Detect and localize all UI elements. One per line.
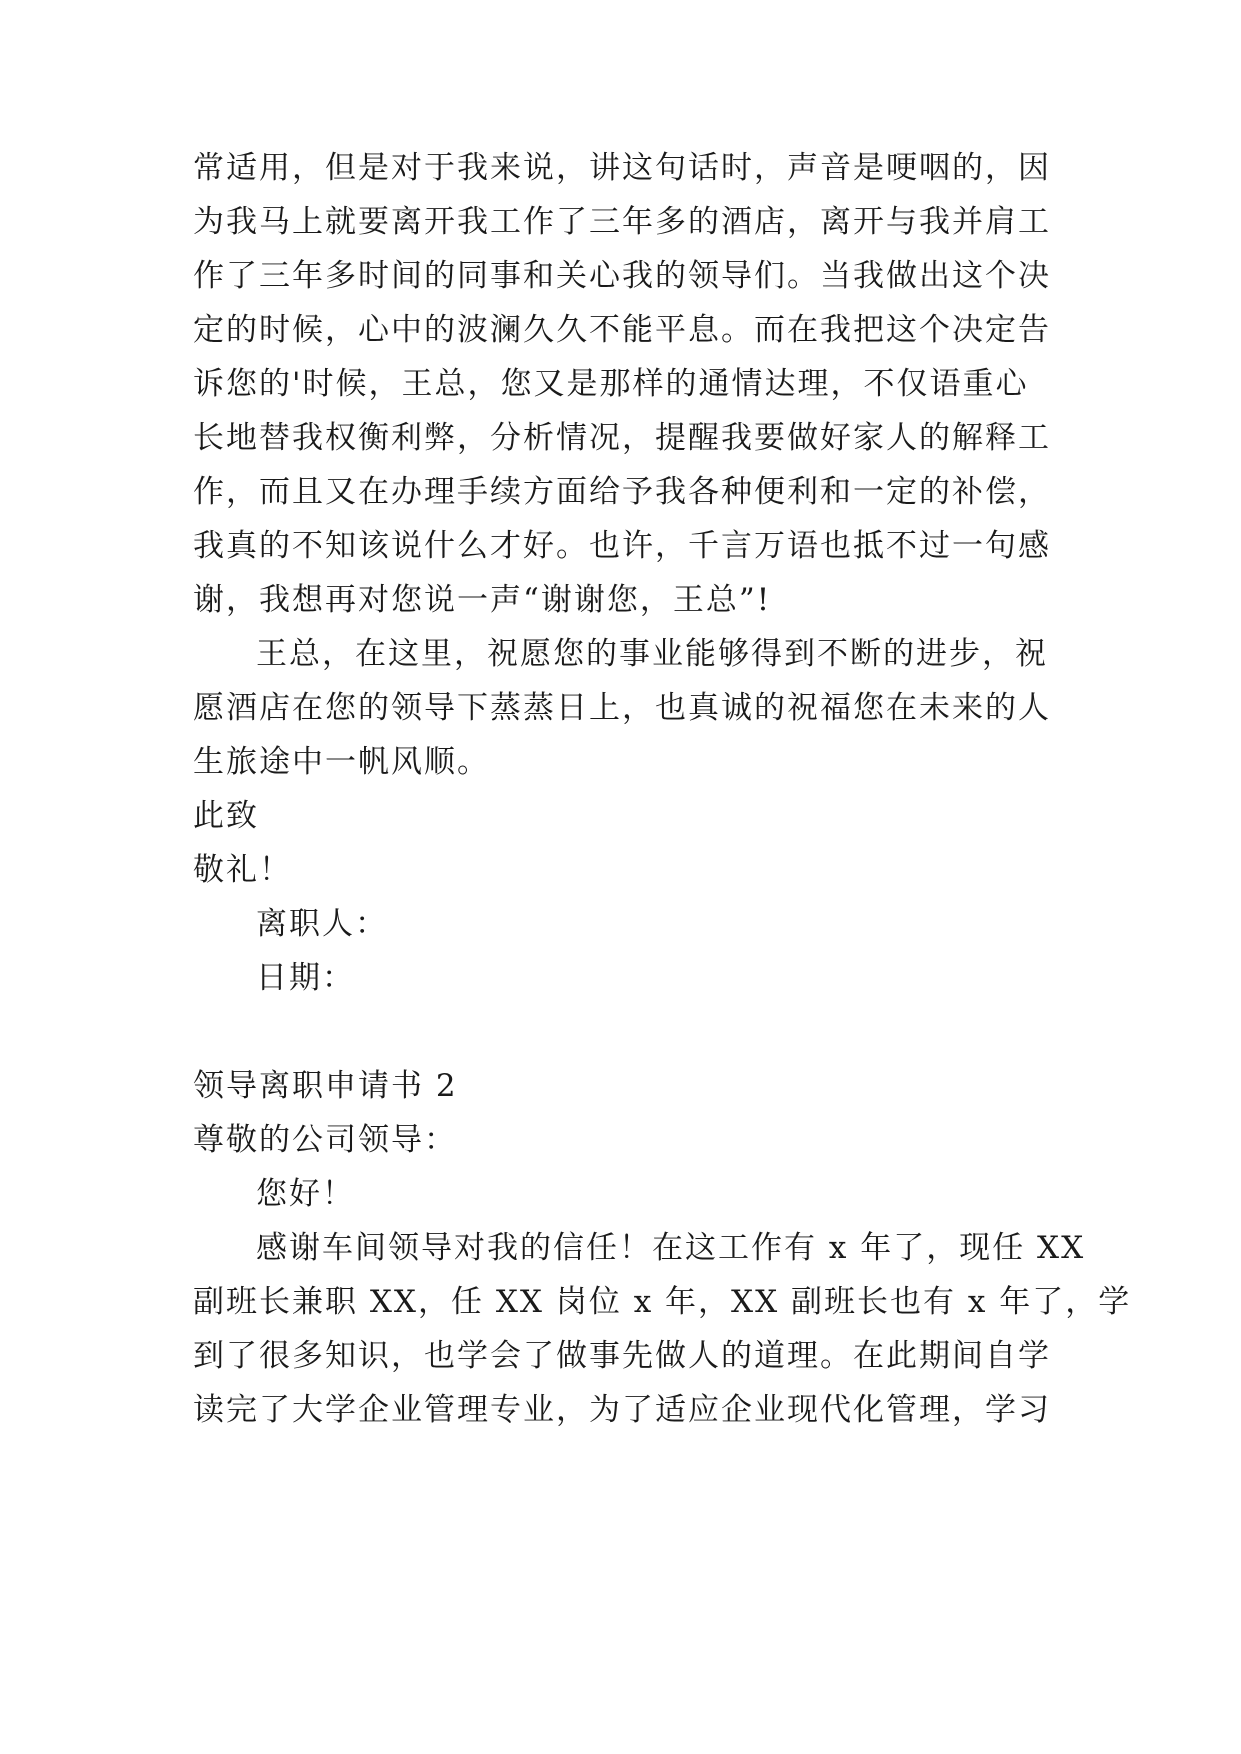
letter-title: 领导离职申请书 2 (193, 1068, 458, 1104)
body-line: 到了很多知识，也学会了做事先做人的道理。在此期间自学 (193, 1338, 1051, 1374)
greeting: 您好！ (256, 1176, 355, 1212)
signer-label: 离职人： (256, 906, 388, 942)
body-line: 作，而且又在办理手续方面给予我各种便利和一定的补偿， (193, 474, 1051, 510)
body-line: 王总，在这里，祝愿您的事业能够得到不断的进步，祝 (256, 636, 1048, 672)
body-line: 谢，我想再对您说一声“谢谢您，王总”! (193, 582, 772, 618)
body-line: 定的时候，心中的波澜久久不能平息。而在我把这个决定告 (193, 312, 1051, 348)
body-line: 感谢车间领导对我的信任！在这工作有 x 年了，现任 XX (256, 1230, 1086, 1266)
body-line: 为我马上就要离开我工作了三年多的酒店，离开与我并肩工 (193, 204, 1051, 240)
body-line: 诉您的'时候，王总，您又是那样的通情达理，不仅语重心 (193, 366, 1029, 402)
body-line: 我真的不知该说什么才好。也许，千言万语也抵不过一句感 (193, 528, 1051, 564)
body-line: 生旅途中一帆风顺。 (193, 744, 490, 780)
body-line: 副班长兼职 XX，任 XX 岗位 x 年，XX 副班长也有 x 年了，学 (193, 1284, 1132, 1320)
body-line: 作了三年多时间的同事和关心我的领导们。当我做出这个决 (193, 258, 1051, 294)
closing-line: 敬礼！ (193, 852, 292, 888)
body-line: 愿酒店在您的领导下蒸蒸日上，也真诚的祝福您在未来的人 (193, 690, 1051, 726)
body-line: 读完了大学企业管理专业，为了适应企业现代化管理，学习 (193, 1392, 1051, 1428)
salutation: 尊敬的公司领导： (193, 1122, 457, 1158)
date-label: 日期： (256, 960, 355, 996)
closing-line: 此致 (193, 798, 259, 834)
body-line: 常适用，但是对于我来说，讲这句话时，声音是哽咽的，因 (193, 150, 1051, 186)
body-line: 长地替我权衡利弊，分析情况，提醒我要做好家人的解释工 (193, 420, 1051, 456)
